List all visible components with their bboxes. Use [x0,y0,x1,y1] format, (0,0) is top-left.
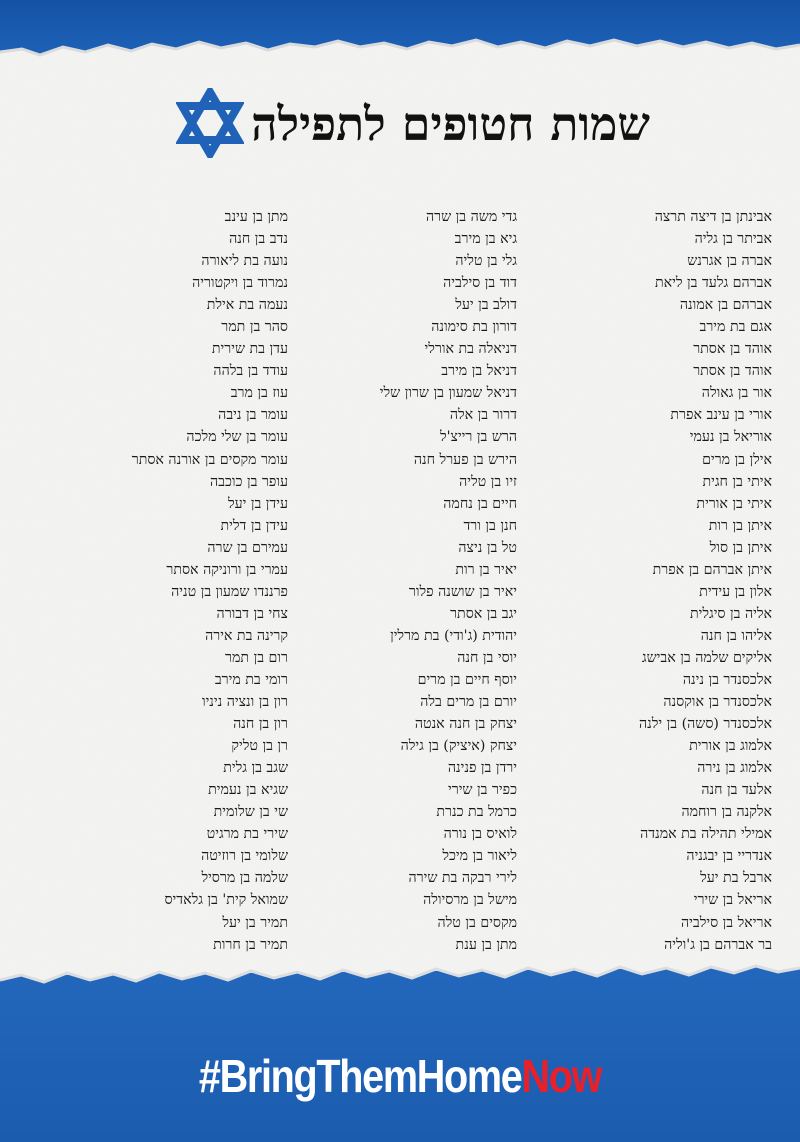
hostage-name: יצחק (איציק) בן גילה [400,738,517,755]
hostage-name: עדן בת שירית [211,341,288,358]
hostage-name: עידן בן יעל [227,495,288,512]
hostage-name: לירי רבקה בת שירה [408,870,517,887]
hostage-name: איתי בן אורית [696,495,772,512]
hostage-name: אברהם בן אמונה [679,297,772,314]
hostage-name: חיים בן נחמה [443,495,517,512]
hostage-name: סהר בן תמר [221,319,288,336]
hostage-name: שגב בן גלית [223,760,288,777]
hostage-name: עמרי בן ורוניקה אסתר [166,561,288,578]
hostage-name: אברהם גלעד בן ליאת [654,275,772,292]
hostage-name: אלמוג בן אורית [689,738,772,755]
hostage-name: דניאלה בת אורלי [424,341,517,358]
hostage-name: יאיר בן שושנה פלור [408,583,517,600]
hostage-name: עידן בן דלית [220,517,288,534]
hostage-name: רון בן ונציה ניניו [201,694,288,711]
hostage-name: איתי בן חגית [702,473,772,490]
hostage-name: מתן בן עינב [224,209,288,225]
hostage-name: מישל בן מרסיולה [423,892,517,909]
hostage-name: הירש בן פערל חנה [413,451,517,468]
hostage-name: יצחק בן חנה אנטה [414,716,517,733]
hashtag-now-text: Now [521,1050,602,1102]
hostage-name: נדב בן חנה [229,231,288,248]
hostage-name: אברה בן אגרנש [687,253,772,270]
hostage-name: שגיא בן נעמית [208,782,288,799]
hostage-name: עומר מקסים בן אורנה אסתר [131,451,288,468]
hostage-name: גדי משה בן שרה [426,209,517,225]
hostage-name: אליהו בן חנה [700,627,772,644]
hostage-name: אבינתן בן דיצה תרצה [654,209,772,225]
hostage-name: עוז בן מרב [230,385,288,402]
hostage-name: יגב בן אסתר [450,605,517,622]
hostage-name: יוסי בן חנה [457,649,517,666]
hostage-name: אריאל בן סילביה [681,914,772,931]
hashtag-banner [56,1046,744,1106]
hostage-name: תמיר בן חרות [213,936,288,953]
hostage-name: אילן בן מרים [702,451,772,468]
hostage-name: אליה בן סיגלית [690,605,772,622]
hostage-name: כרמל בת כנרת [436,804,517,821]
hostage-name: שירי בת מרגיט [206,826,288,843]
hostage-name: יהודית (ג'ודי) בת מרלין [390,627,517,644]
hostage-name: עמירם בן שרה [207,539,288,556]
hostage-name: דניאל שמעון בן שרון שלי [379,385,517,402]
hostage-name: רום בן תמר [225,649,288,666]
hostage-name: הרש בן רייצ'ל [439,429,517,446]
hostage-name: אורי בן עינב אפרת [670,407,772,424]
hostage-name: אלכסנדר (סשה) בן ילנה [638,716,772,733]
hostage-name: נועה בת ליאורה [201,253,288,270]
hostage-name: אנדריי בן יבגניה [686,848,772,865]
hostage-name: זיו בן טליה [459,473,517,490]
hostage-name: אגם בת מירב [699,319,772,336]
hostage-name: איתן אברהם בן אפרת [652,561,772,578]
hostage-name: דולב בן יעל [455,297,517,314]
hostage-name: גיא בן מירב [454,231,517,248]
hostage-name: ירדן בן פנינה [447,760,517,777]
hostage-name: מקסים בן טלה [437,914,517,931]
hostage-name: בר אברהם בן ג'וליה [664,936,772,953]
hostage-name: קרינה בת אירה [205,627,288,644]
hostage-name: עודד בן בלהה [213,363,288,380]
star-of-david-icon [176,88,244,158]
hostage-name: צחי בן דבורה [216,605,288,622]
hostage-name: שמואל קית' בן גלאדיס [164,892,288,909]
hostage-name: אלכסנדר בן אוקסנה [663,694,772,711]
hostage-name: נעמה בת אילת [206,297,288,314]
hashtag-main-text: #BringThemHome [198,1050,522,1102]
hostage-name: איתן בן רות [708,517,772,534]
names-column-2 [267,206,517,956]
hostage-name: יאיר בן רות [455,561,517,578]
hostage-name: אור בן גאולה [701,385,772,402]
hostage-name: אלעד בן חנה [701,782,772,799]
hostage-name: דוד בן סילביה [443,275,517,292]
hostage-name: יוסף חיים בן מרים [417,671,517,688]
hostage-name: טל בן ניצה [458,539,517,556]
hostage-name: אמילי תהילה בת אמנדה [640,826,772,843]
header [0,88,800,168]
hostage-name: תמיר בן יעל [222,914,288,931]
hostage-name: דרור בן אלה [449,407,517,424]
hostage-name: כפיר בן שירי [448,782,517,799]
hostage-name: אלקנה בן רוחמה [681,804,772,821]
hostage-name: עומר בן שלי מלכה [186,429,288,446]
hostage-name: עומר בן ניבה [218,407,288,424]
hostage-name: דורון בת סימונה [431,319,517,336]
hostage-name: שלמה בן מרסיל [201,870,288,887]
hostage-name: גלי בן טליה [455,253,517,270]
hostage-name: דניאל בן מירב [441,363,517,380]
hostage-name: אביתר בן גליה [694,231,772,248]
hostage-name: יורם בן מרים בלה [420,694,517,711]
hostage-name: ארבל בת יעל [700,870,772,887]
hostage-name: לואיס בן נורה [443,826,517,843]
hostage-name: עופר בן כוכבה [209,473,288,490]
hostage-name: חנן בן ורד [463,517,517,534]
hostage-name: רומי בת מירב [214,671,288,688]
hostage-name: אריאל בן שירי [693,892,772,909]
page-title: שמות חטופים לתפילה [251,97,650,151]
hostage-name: פרננדו שמעון בן טניה [171,583,288,600]
names-column-3 [8,206,288,956]
hostage-name: רן בן טליק [231,738,288,755]
hostage-name: ליאור בן מיכל [442,848,517,865]
hostage-name: אוהד בן אסתר [693,363,772,380]
hostage-name: איתן בן סול [709,539,772,556]
hostage-name: אלמוג בן נירה [697,760,772,777]
hostage-name: אוהד בן אסתר [693,341,772,358]
names-list [0,206,800,956]
hostage-name: מתן בן ענת [455,936,517,953]
hostage-name: אליקים שלמה בן אבישג [641,649,772,666]
hostage-name: אוריאל בן נעמי [689,429,772,446]
names-column-1 [522,206,772,956]
hostage-name: שלומי בן רוזיטה [201,848,288,865]
hostage-name: שי בן שלומית [213,804,288,821]
hostage-name: אלון בן עידית [699,583,772,600]
hostage-name: נמרוד בן ויקטוריה [192,275,288,292]
hostage-name: אלכסנדר בן נינה [682,671,772,688]
hostage-name: רון בן חנה [233,716,288,733]
